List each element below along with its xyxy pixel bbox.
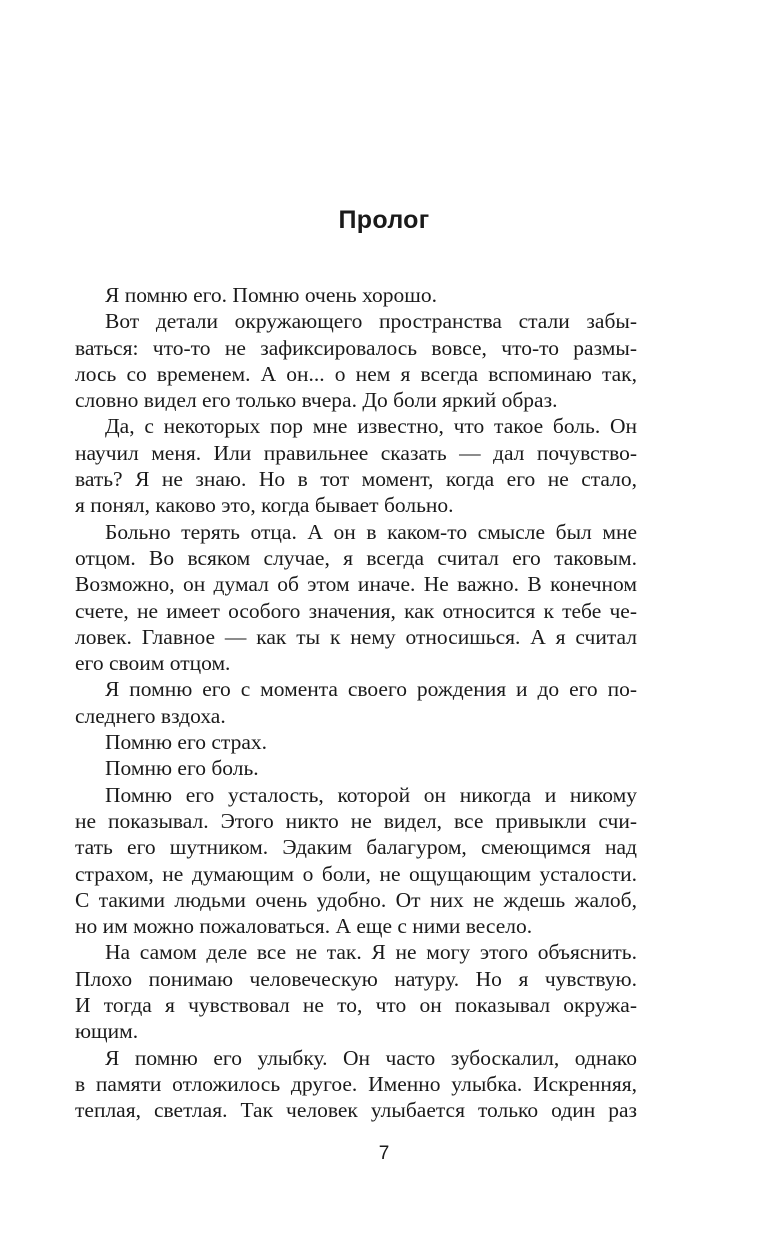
text-line: отцом. Во всяком случае, я всегда считал его таковым. bbox=[75, 545, 637, 570]
paragraph bbox=[75, 939, 637, 1044]
paragraph bbox=[75, 676, 637, 729]
text-line: Помню его страх. bbox=[105, 730, 267, 755]
text-line: Вот детали окружающего пространства стали забы- bbox=[105, 309, 637, 334]
chapter-title: Пролог bbox=[338, 206, 430, 234]
text-line: следнего вздоха. bbox=[75, 703, 226, 728]
paragraph bbox=[75, 729, 637, 755]
paragraph bbox=[75, 1045, 637, 1124]
text-line: тать его шутником. Эдаким балагуром, смеющимся над bbox=[75, 835, 637, 860]
body-text bbox=[75, 282, 637, 1124]
page-number: 7 bbox=[378, 1143, 390, 1164]
text-line: ловек. Главное — как ты к нему относишься. А я считал bbox=[75, 624, 637, 649]
paragraph bbox=[75, 782, 637, 940]
paragraph bbox=[75, 282, 637, 308]
text-line: научил меня. Или правильнее сказать — дал почувство- bbox=[75, 440, 637, 465]
paragraph bbox=[75, 308, 637, 413]
text-line: страхом, не думающим о боли, не ощущающим усталости. bbox=[75, 861, 637, 886]
text-line: И тогда я чувствовал не то, что он показывал окружа- bbox=[75, 993, 637, 1018]
text-line: Возможно, он думал об этом иначе. Не важно. В конечном bbox=[75, 572, 637, 597]
paragraph bbox=[75, 755, 637, 781]
text-line: лось со временем. А он... о нем я всегда вспоминаю так, bbox=[75, 361, 637, 386]
text-line: С такими людьми очень удобно. От них не ждешь жалоб, bbox=[75, 887, 637, 912]
text-line: я понял, каково это, когда бывает больно. bbox=[75, 493, 454, 518]
text-line: но им можно пожаловаться. А еще с ними весело. bbox=[75, 914, 533, 939]
text-line: Я помню его с момента своего рождения и до его по- bbox=[105, 677, 637, 702]
text-line: Да, с некоторых пор мне известно, что такое боль. Он bbox=[105, 414, 637, 439]
text-line: его своим отцом. bbox=[75, 651, 231, 676]
text-line: Помню его усталость, которой он никогда и никому bbox=[105, 782, 637, 807]
text-line: теплая, светлая. Так человек улыбается только один раз bbox=[75, 1098, 637, 1123]
paragraph bbox=[75, 519, 637, 677]
text-line: На самом деле все не так. Я не могу этого объяснить. bbox=[105, 940, 637, 965]
text-line: Я помню его. Помню очень хорошо. bbox=[105, 283, 437, 307]
text-line: в памяти отложилось другое. Именно улыбка. Искренняя, bbox=[75, 1071, 637, 1096]
text-line: не показывал. Этого никто не видел, все привыкли счи- bbox=[75, 808, 637, 833]
text-line: словно видел его только вчера. До боли яркий образ. bbox=[75, 388, 558, 413]
text-line: Плохо понимаю человеческую натуру. Но я чувствую. bbox=[75, 966, 637, 991]
text-line: Помню его боль. bbox=[105, 756, 259, 781]
text-line: ваться: что-то не зафиксировалось вовсе, что-то размы- bbox=[75, 335, 637, 360]
text-line: Больно терять отца. А он в каком-то смысле был мне bbox=[105, 519, 637, 544]
text-line: ющим. bbox=[75, 1019, 139, 1044]
text-line: счете, не имеет особого значения, как относится к тебе че- bbox=[75, 598, 637, 623]
text-line: вать? Я не знаю. Но в тот момент, когда его не стало, bbox=[75, 467, 637, 492]
paragraph bbox=[75, 413, 637, 518]
text-line: Я помню его улыбку. Он часто зубоскалил, однако bbox=[105, 1045, 637, 1070]
